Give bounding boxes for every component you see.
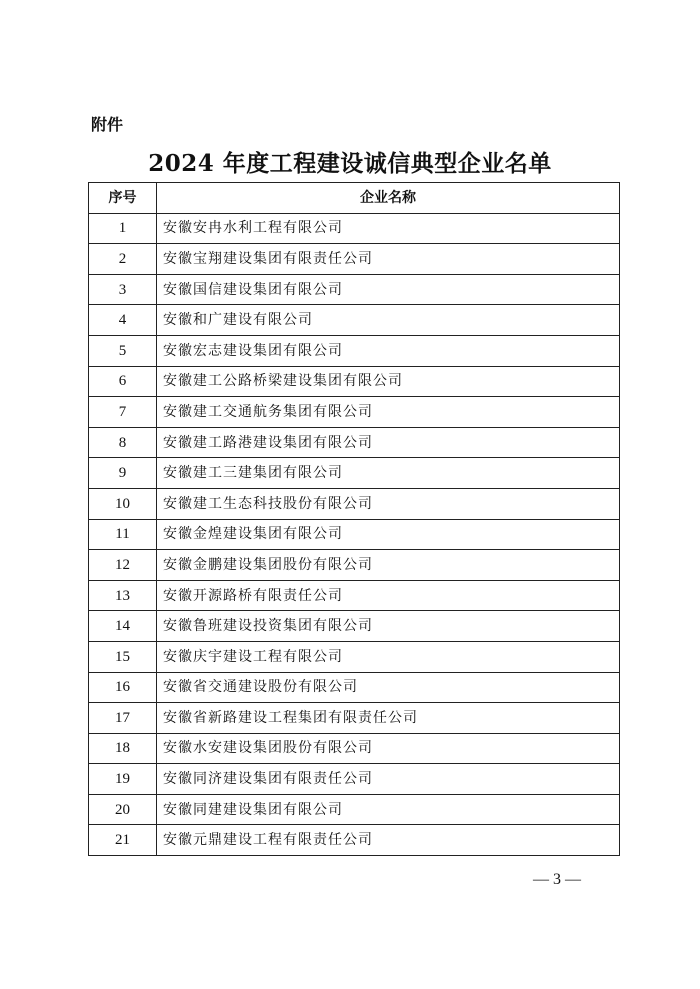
company-name-cell: 安徽宝翔建设集团有限责任公司 <box>157 244 620 275</box>
company-name-cell: 安徽省交通建设股份有限公司 <box>157 672 620 703</box>
table-row <box>89 305 620 336</box>
table-row <box>89 244 620 275</box>
company-name-cell: 安徽开源路桥有限责任公司 <box>157 580 620 611</box>
table-row <box>89 274 620 305</box>
company-name-cell: 安徽建工公路桥梁建设集团有限公司 <box>157 366 620 397</box>
company-name-cell: 安徽金煌建设集团有限公司 <box>157 519 620 550</box>
serial-number-cell: 5 <box>89 335 157 366</box>
company-table <box>88 182 620 856</box>
serial-number-cell: 3 <box>89 274 157 305</box>
table-body <box>89 213 620 855</box>
table-row <box>89 764 620 795</box>
table-row <box>89 733 620 764</box>
serial-number-cell: 16 <box>89 672 157 703</box>
company-name-cell: 安徽金鹏建设集团股份有限公司 <box>157 550 620 581</box>
attachment-label: 附件 <box>91 115 124 134</box>
table-row <box>89 641 620 672</box>
company-name-cell: 安徽和广建设有限公司 <box>157 305 620 336</box>
serial-number-cell: 18 <box>89 733 157 764</box>
company-name-cell: 安徽鲁班建设投资集团有限公司 <box>157 611 620 642</box>
table-row <box>89 794 620 825</box>
table-row <box>89 397 620 428</box>
serial-number-cell: 9 <box>89 458 157 489</box>
table-row <box>89 488 620 519</box>
company-name-cell: 安徽同建建设集团有限公司 <box>157 794 620 825</box>
serial-number-cell: 12 <box>89 550 157 581</box>
table-row <box>89 213 620 244</box>
serial-number-cell: 2 <box>89 244 157 275</box>
table-header-row <box>89 183 620 214</box>
serial-number-cell: 10 <box>89 488 157 519</box>
serial-number-cell: 15 <box>89 641 157 672</box>
header-serial-number: 序号 <box>89 183 157 214</box>
table-row <box>89 519 620 550</box>
company-name-cell: 安徽建工路港建设集团有限公司 <box>157 427 620 458</box>
serial-number-cell: 14 <box>89 611 157 642</box>
company-name-cell: 安徽建工三建集团有限公司 <box>157 458 620 489</box>
serial-number-cell: 11 <box>89 519 157 550</box>
table-row <box>89 825 620 856</box>
company-name-cell: 安徽水安建设集团股份有限公司 <box>157 733 620 764</box>
serial-number-cell: 21 <box>89 825 157 856</box>
serial-number-cell: 17 <box>89 703 157 734</box>
company-name-cell: 安徽建工生态科技股份有限公司 <box>157 488 620 519</box>
company-name-cell: 安徽建工交通航务集团有限公司 <box>157 397 620 428</box>
table-row <box>89 703 620 734</box>
company-name-cell: 安徽安冉水利工程有限公司 <box>157 213 620 244</box>
serial-number-cell: 7 <box>89 397 157 428</box>
table-row <box>89 611 620 642</box>
serial-number-cell: 20 <box>89 794 157 825</box>
table-row <box>89 672 620 703</box>
serial-number-cell: 6 <box>89 366 157 397</box>
serial-number-cell: 8 <box>89 427 157 458</box>
table-row <box>89 458 620 489</box>
serial-number-cell: 19 <box>89 764 157 795</box>
company-name-cell: 安徽同济建设集团有限责任公司 <box>157 764 620 795</box>
table-row <box>89 335 620 366</box>
company-name-cell: 安徽元鼎建设工程有限责任公司 <box>157 825 620 856</box>
serial-number-cell: 4 <box>89 305 157 336</box>
header-company-name: 企业名称 <box>157 183 620 214</box>
table-row <box>89 366 620 397</box>
table-row <box>89 580 620 611</box>
company-name-cell: 安徽省新路建设工程集团有限责任公司 <box>157 703 620 734</box>
company-name-cell: 安徽庆宇建设工程有限公司 <box>157 641 620 672</box>
serial-number-cell: 13 <box>89 580 157 611</box>
page-number: — 3 — <box>533 871 581 888</box>
company-name-cell: 安徽宏志建设集团有限公司 <box>157 335 620 366</box>
table-row <box>89 550 620 581</box>
company-name-cell: 安徽国信建设集团有限公司 <box>157 274 620 305</box>
table-row <box>89 427 620 458</box>
document-title: 2024 年度工程建设诚信典型企业名单 <box>148 150 552 177</box>
serial-number-cell: 1 <box>89 213 157 244</box>
